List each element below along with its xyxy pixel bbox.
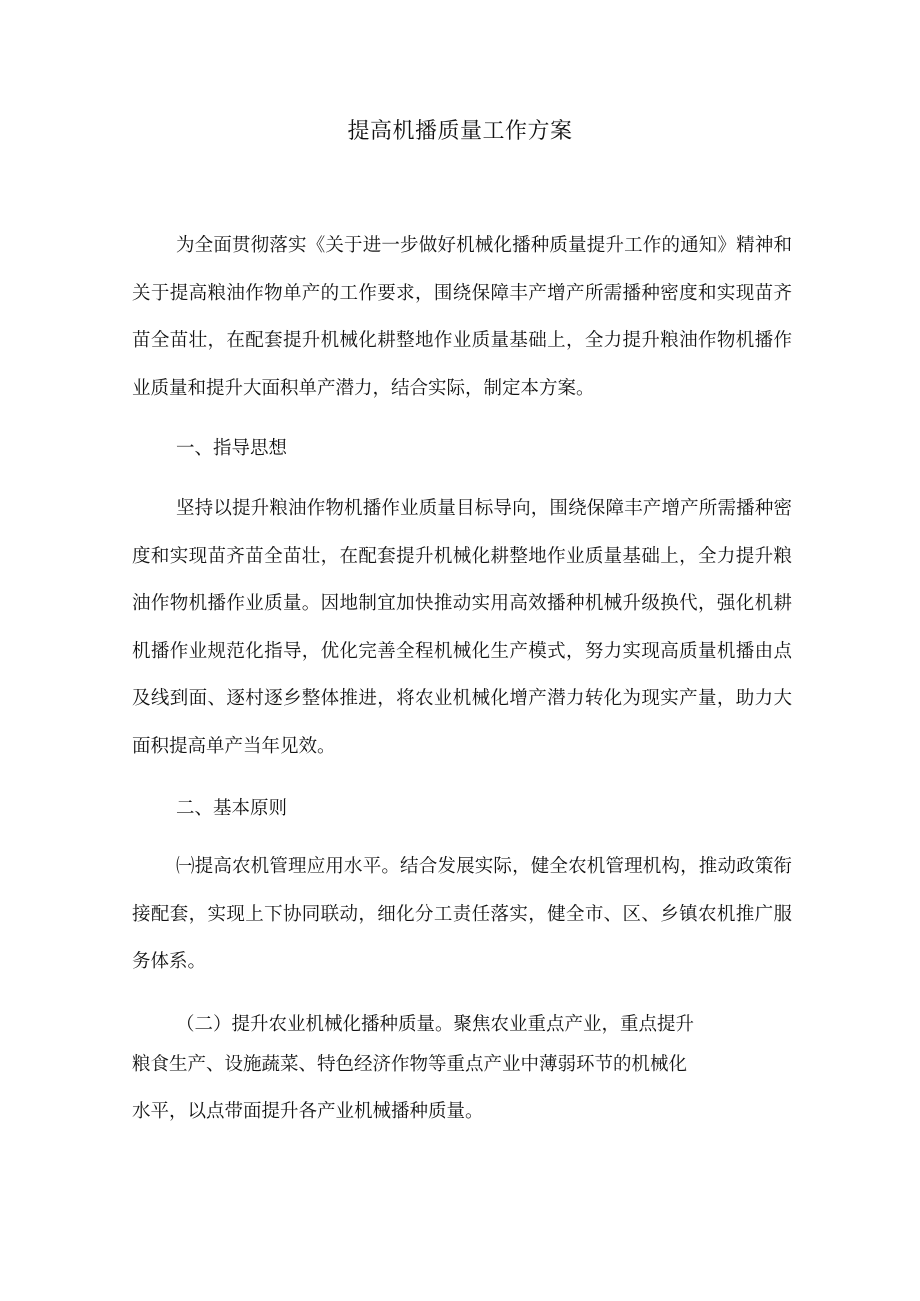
- section-heading-basic-principles: 二、基本原则: [176, 798, 288, 819]
- principle-item-2-line-2: 粮食生产、设施蔬菜、特色经济作物等重点产业中薄弱环节的机械化: [132, 1054, 688, 1075]
- intro-paragraph: 为全面贯彻落实《关于进一步做好机械化播种质量提升工作的通知》精神和关于提高粮油作物单产的工作要求，围绕保障丰产增产所需播种密度和实现苗齐苗全苗壮，在配套提升机械化耕整地作业质量基础上，全力提升粮油作物机播作业质量和提升大面积单产潜力，结合实际，制定本方案。: [132, 235, 792, 399]
- section-heading-guiding-ideology: 一、指导思想: [176, 438, 288, 459]
- guiding-ideology-paragraph: 坚持以提升粮油作物机播作业质量目标导向，围绕保障丰产增产所需播种密度和实现苗齐苗全苗壮，在配套提升机械化耕整地作业质量基础上，全力提升粮油作物机播作业质量。因地制宜加快推动实用高效播种机械升级换代，强化机耕机播作业规范化指导，优化完善全程机械化生产模式，努力实现高质量机播由点及线到面、逐村逐乡整体推进，将农业机械化增产潜力转化为现实产量，助力大面积提高单产当年见效。: [132, 498, 792, 757]
- principle-item-2-line-1: （二）提升农业机械化播种质量。聚焦农业重点产业，重点提升: [176, 1014, 695, 1035]
- page-title: 提高机播质量工作方案: [347, 119, 573, 144]
- principle-item-1-paragraph: ㈠提高农机管理应用水平。结合发展实际，健全农机管理机构，推动政策衔接配套，实现上下协同联动，细化分工责任落实，健全市、区、乡镇农机推广服务体系。: [132, 856, 792, 972]
- principle-item-2-line-3: 水平，以点带面提升各产业机械播种质量。: [132, 1101, 484, 1122]
